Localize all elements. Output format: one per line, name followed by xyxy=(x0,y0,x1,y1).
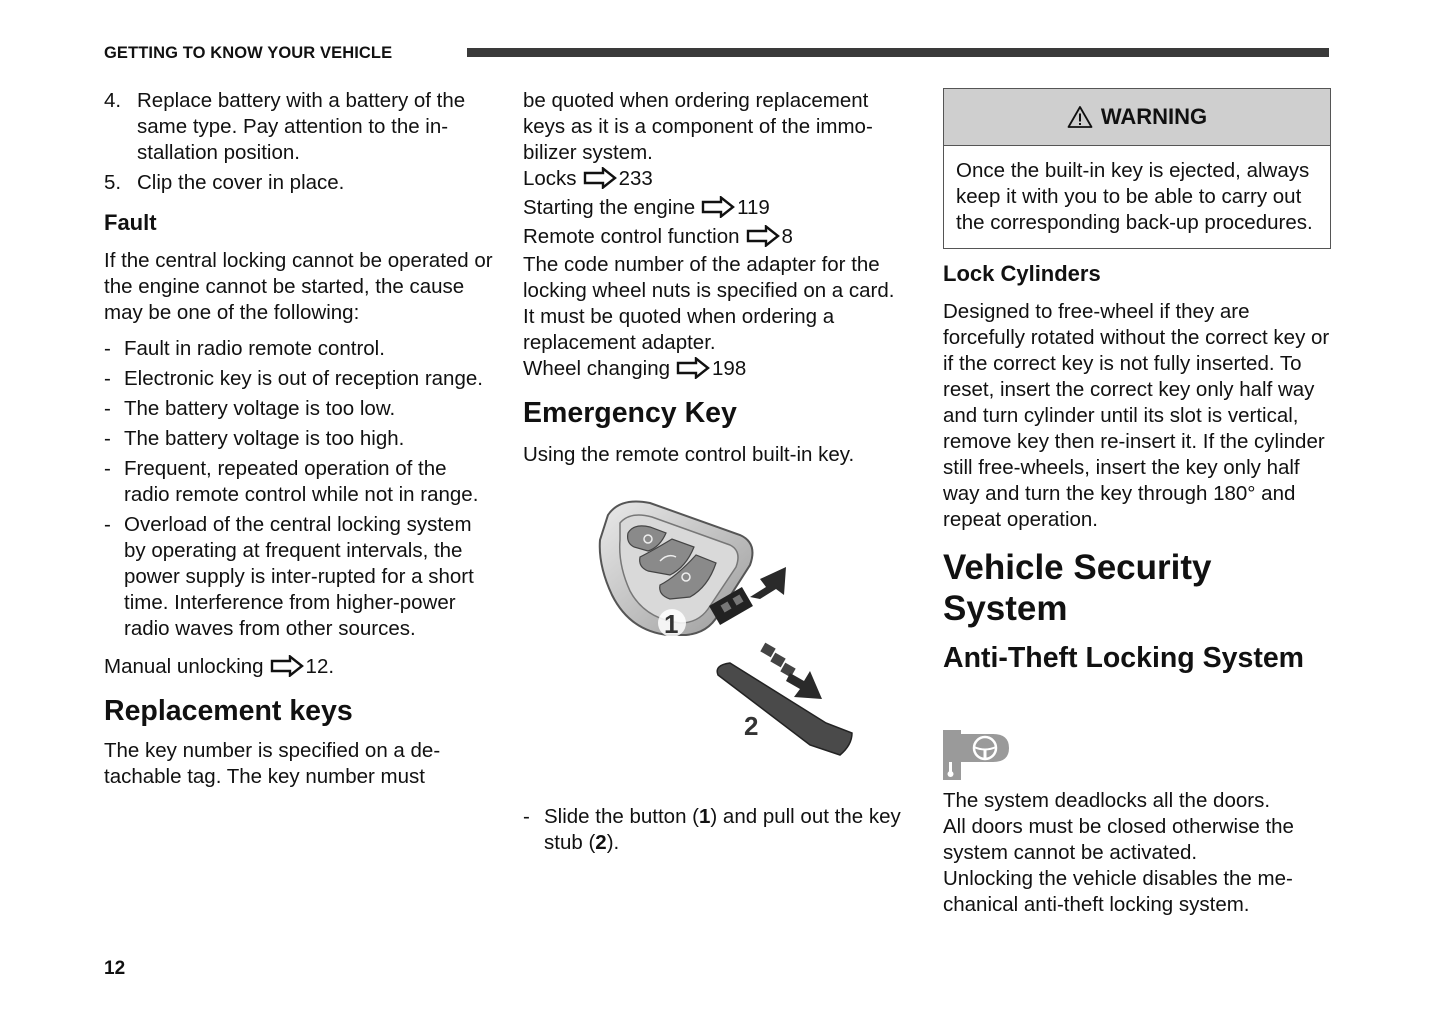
list-item: - Electronic key is out of reception range. xyxy=(104,367,483,390)
step-5: 5. Clip the cover in place. xyxy=(104,170,494,196)
replacement-keys-heading: Replacement keys xyxy=(104,695,353,727)
page-ref-arrow-icon xyxy=(701,196,735,218)
emergency-key-heading: Emergency Key xyxy=(523,397,737,429)
emergency-key-text: Using the remote control built-in key. xyxy=(523,443,855,466)
page-ref-arrow-icon xyxy=(676,357,710,379)
page-ref-arrow-icon xyxy=(270,655,304,677)
wheel-changing-ref[interactable]: Wheel changing 198 xyxy=(523,357,747,380)
list-item: - Overload of the central locking system by operating at frequent intervals, the power supply is inter-rupted for a short time. Interference from higher-power radio waves from other sources. xyxy=(104,513,474,640)
manual-unlocking-ref[interactable]: Manual unlocking 12. xyxy=(104,655,335,678)
anti-theft-indicator-icon xyxy=(943,730,1013,780)
page-number: 12 xyxy=(104,958,126,979)
page-ref-arrow-icon xyxy=(746,225,780,247)
replacement-keys-text: The key number is specified on a de-tachable tag. The key number must xyxy=(104,739,441,788)
locks-ref[interactable]: Locks 233 xyxy=(523,167,653,190)
fault-heading: Fault xyxy=(104,210,157,235)
step-4: 4. Replace battery with a battery of the same type. Pay attention to the in-stallation position. xyxy=(104,88,494,166)
page-ref-arrow-icon xyxy=(583,167,617,189)
column-left xyxy=(104,88,494,790)
list-item: - The battery voltage is too high. xyxy=(104,427,405,450)
callout-1: 1 xyxy=(664,609,679,639)
fault-intro: If the central locking cannot be operated or the engine cannot be started, the cause may be one of the following: xyxy=(104,249,493,324)
anti-theft-text: The system deadlocks all the doors. All doors must be closed otherwise the system cannot be activated. Unlocking the vehicle disables the me-chanical anti-theft locking system. xyxy=(943,789,1294,916)
step-4-text: Replace battery with a battery of the same type. Pay attention to the in-stallation position. xyxy=(137,89,466,164)
anti-theft-heading: Anti-Theft Locking System xyxy=(943,642,1305,674)
list-item: - Frequent, repeated operation of the radio remote control while not in range. xyxy=(104,457,479,506)
adapter-text: The code number of the adapter for the locking wheel nuts is specified on a card. It must be quoted when ordering a replacement adapter. xyxy=(523,253,895,354)
slide-instruction: - Slide the button (1) and pull out the key stub (2). xyxy=(523,805,901,854)
warning-triangle-icon xyxy=(1067,105,1093,129)
vehicle-security-heading: Vehicle Security System xyxy=(943,548,1212,628)
lock-cylinders-text: Designed to free-wheel if they are forcefully rotated without the correct key or if the correct key is not fully inserted. To reset, insert the correct key only half way and turn cylinder until its slot is vertical, remove key then re-insert it. If the cylinder still free-wheels, insert the key only half way and turn the key through 180° and repeat operation. xyxy=(943,300,1330,531)
smart-key-illustration xyxy=(590,495,860,770)
header-rule xyxy=(467,48,1329,57)
warning-text: Once the built-in key is ejected, always keep it with you to be able to carry out the corresponding back-up procedures. xyxy=(956,159,1313,234)
warning-box xyxy=(943,88,1331,249)
starting-engine-ref[interactable]: Starting the engine 119 xyxy=(523,196,770,219)
list-item: - The battery voltage is too low. xyxy=(104,397,396,420)
section-header: GETTING TO KNOW YOUR VEHICLE xyxy=(104,44,393,62)
column-middle xyxy=(523,88,908,854)
replacement-keys-continued: be quoted when ordering replacement keys as it is a component of the immo-bilizer system. xyxy=(523,89,873,164)
column-right xyxy=(943,88,1333,675)
fault-list xyxy=(104,336,494,642)
callout-2: 2 xyxy=(744,711,759,741)
warning-header xyxy=(944,89,1330,146)
lock-cylinders-heading: Lock Cylinders xyxy=(943,261,1101,286)
step-5-text: Clip the cover in place. xyxy=(137,171,345,194)
remote-control-ref[interactable]: Remote control function 8 xyxy=(523,225,793,248)
warning-title: WARNING xyxy=(1100,104,1208,129)
list-item: - Fault in radio remote control. xyxy=(104,337,385,360)
